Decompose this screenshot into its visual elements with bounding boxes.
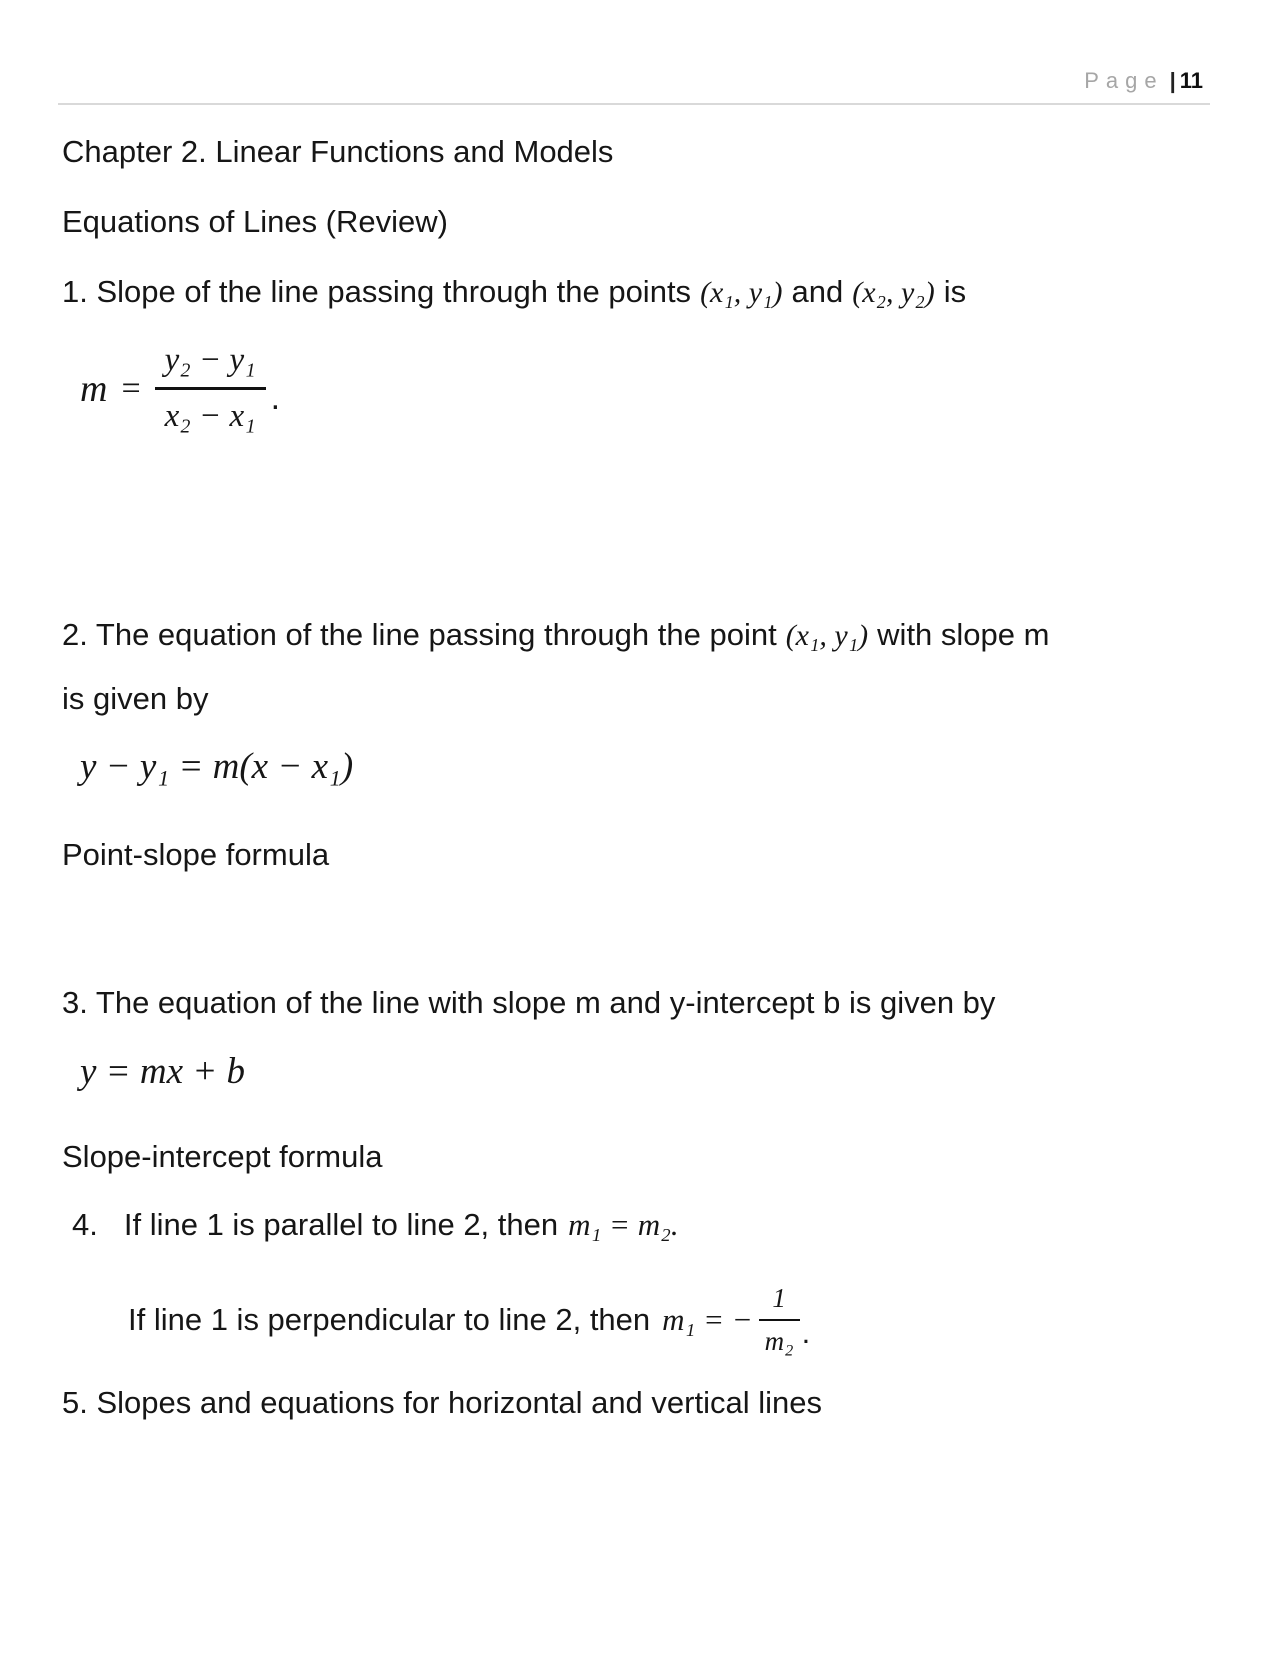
item-4-perpendicular-math-lhs: m₁ = − <box>662 1302 753 1337</box>
chapter-title: Chapter 2. Linear Functions and Models <box>62 134 614 169</box>
item-2-statement-line-1 <box>62 616 1049 655</box>
reciprocal-fraction-denominator: m₂ <box>764 1326 794 1356</box>
point-slope-caption: Point-slope formula <box>62 837 330 872</box>
header-rule <box>58 103 1210 105</box>
item-4-period: . <box>801 1315 811 1350</box>
item-3-statement: 3. The equation of the line with slope m and y-intercept b is given by <box>62 985 996 1020</box>
item-4-perpendicular-statement <box>128 1283 810 1357</box>
point-slope-equation: y − y₁ = m(x − x₁) <box>80 746 354 787</box>
page-number: 11 <box>1179 68 1203 93</box>
item-4-parallel-statement <box>72 1206 679 1245</box>
slope-fraction-numerator: y₂ − y₁ <box>155 342 266 390</box>
item-1-statement <box>62 273 966 312</box>
item-4-parallel-math: m₁ = m₂. <box>568 1207 679 1242</box>
slope-fraction-denominator: x₂ − x₁ <box>164 398 256 434</box>
slope-intercept-equation: y = mx + b <box>80 1051 246 1092</box>
item-4-perpendicular-text: If line 1 is perpendicular to line 2, then <box>128 1301 651 1337</box>
item-1-point-1: (x₁, y₁) <box>700 276 783 309</box>
page-separator: | <box>1169 68 1176 93</box>
item-1-text: 1. Slope of the line passing through the points <box>62 274 692 309</box>
reciprocal-fraction-numerator: 1 <box>759 1283 800 1321</box>
item-1-conjunction: and <box>791 274 844 309</box>
item-2-suffix: with slope m <box>877 617 1050 652</box>
reciprocal-fraction <box>759 1283 800 1357</box>
slope-formula-lhs: m <box>80 367 108 410</box>
item-1-suffix: is <box>943 274 967 309</box>
page-label: Page <box>1084 68 1164 93</box>
item-2-text: 2. The equation of the line passing through the point <box>62 617 777 652</box>
slope-formula-period: . <box>270 379 281 417</box>
slope-formula-equals: = <box>121 369 141 407</box>
section-title: Equations of Lines (Review) <box>62 204 448 239</box>
item-1-point-2: (x₂, y₂) <box>852 276 935 309</box>
slope-fraction <box>155 342 266 435</box>
slope-formula <box>80 342 280 435</box>
slope-intercept-caption: Slope-intercept formula <box>62 1139 383 1174</box>
item-2-statement-line-2: is given by <box>62 681 209 716</box>
item-4-number: 4. <box>72 1207 98 1242</box>
item-5-statement: 5. Slopes and equations for horizontal and vertical lines <box>62 1385 822 1420</box>
item-2-point: (x₁, y₁) <box>785 619 869 652</box>
page-header <box>1084 68 1203 94</box>
item-4-parallel-text: If line 1 is parallel to line 2, then <box>123 1207 559 1242</box>
